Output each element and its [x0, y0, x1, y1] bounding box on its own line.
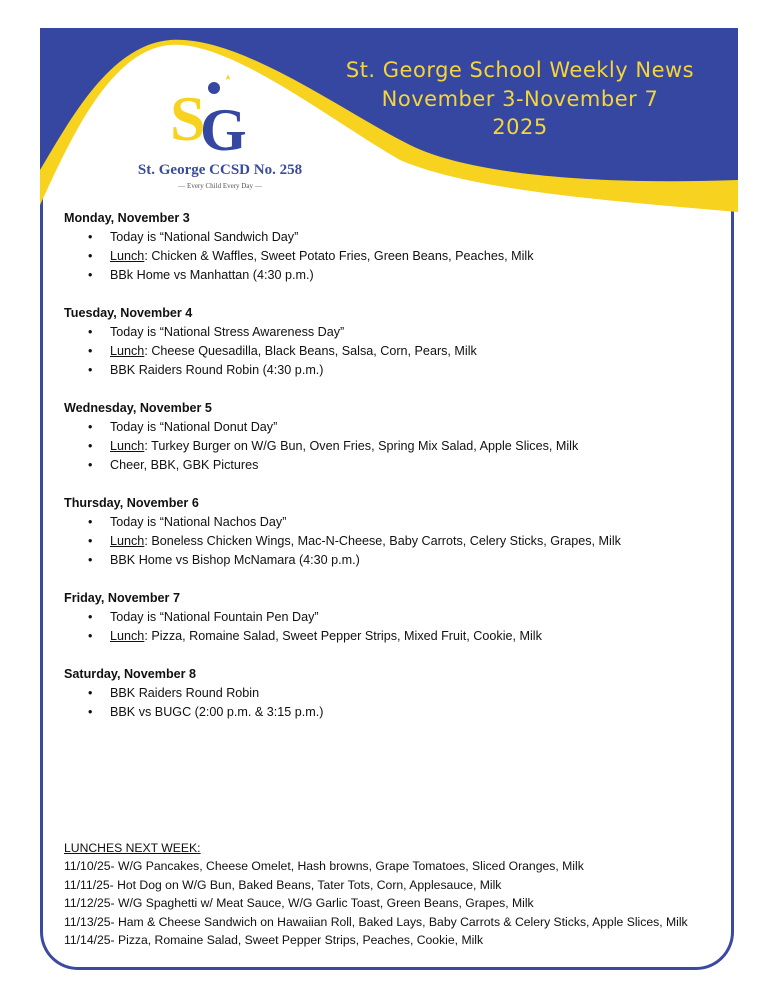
lunches-heading: LUNCHES NEXT WEEK: — [64, 841, 201, 855]
item-text: Today is “National Nachos Day” — [110, 515, 287, 529]
day-heading: Friday, November 7 — [64, 591, 180, 605]
bullet-icon: • — [88, 686, 93, 700]
title-line: November 3-November 7 — [381, 86, 659, 111]
item-text: : Boneless Chicken Wings, Mac-N-Cheese, Baby Carrots, Celery Sticks, Grapes, Milk — [144, 534, 621, 548]
item-text: Cheer, BBK, GBK Pictures — [110, 458, 259, 472]
bullet-icon: • — [88, 458, 93, 472]
day-section — [64, 494, 724, 570]
bullet-icon: • — [88, 705, 93, 719]
item-text: Today is “National Donut Day” — [110, 420, 278, 434]
list-item — [64, 532, 724, 551]
bullet-icon: • — [88, 363, 93, 377]
list-item — [64, 418, 724, 437]
title-line: St. George School Weekly News — [345, 58, 695, 82]
list-item — [64, 228, 724, 247]
list-item — [64, 703, 724, 722]
bullet-icon: • — [88, 553, 93, 567]
list-item — [64, 323, 724, 342]
bullet-icon: • — [88, 268, 93, 282]
list-item — [64, 437, 724, 456]
lunch-label: Lunch — [110, 439, 145, 453]
list-item — [64, 513, 724, 532]
item-text: BBk Home vs Manhattan (4:30 p.m.) — [110, 268, 314, 282]
item-text: Today is “National Stress Awareness Day” — [110, 325, 345, 339]
title-line: 2025 — [492, 115, 548, 139]
day-section — [64, 304, 724, 380]
bullet-icon: • — [88, 249, 93, 263]
list-item — [64, 684, 724, 703]
logo-monogram — [170, 74, 247, 163]
lunch-line: 11/13/25- Ham & Cheese Sandwich on Hawaiian Roll, Baked Lays, Baby Carrots & Celery Sticks, Apple Slices, Milk — [64, 914, 688, 929]
logo-name: St. George CCSD No. 258 — [137, 162, 303, 178]
lunch-line: 11/12/25- W/G Spaghetti w/ Meat Sauce, W/G Garlic Toast, Green Beans, Grapes, Milk — [64, 896, 534, 911]
list-item — [64, 608, 724, 627]
lunch-line: 11/11/25- Hot Dog on W/G Bun, Baked Beans, Tater Tots, Corn, Applesauce, Milk — [64, 877, 502, 892]
bullet-icon: • — [88, 534, 93, 548]
day-heading: Wednesday, November 5 — [64, 401, 212, 415]
bullet-icon: • — [88, 420, 93, 434]
bullet-icon: • — [88, 629, 93, 643]
lunches-next-week — [64, 839, 688, 949]
daily-schedule — [64, 209, 724, 741]
list-item — [64, 551, 724, 570]
item-text: Today is “National Fountain Pen Day” — [110, 610, 319, 624]
day-heading: Monday, November 3 — [64, 211, 190, 225]
day-section — [64, 665, 724, 722]
list-item — [64, 266, 724, 285]
item-text: : Turkey Burger on W/G Bun, Oven Fries, Spring Mix Salad, Apple Slices, Milk — [144, 439, 579, 453]
list-item — [64, 456, 724, 475]
lunch-label: Lunch — [110, 344, 145, 358]
bullet-icon: • — [88, 325, 93, 339]
lunch-label: Lunch — [110, 249, 145, 263]
list-item — [64, 627, 724, 646]
item-text: : Cheese Quesadilla, Black Beans, Salsa, Corn, Pears, Milk — [144, 344, 477, 358]
item-text: Today is “National Sandwich Day” — [110, 230, 299, 244]
day-heading: Saturday, November 8 — [64, 667, 197, 681]
item-text: BBK vs BUGC (2:00 p.m. & 3:15 p.m.) — [110, 705, 324, 719]
item-text: BBK Raiders Round Robin (4:30 p.m.) — [110, 363, 324, 377]
item-text: BBK Home vs Bishop McNamara (4:30 p.m.) — [110, 553, 360, 567]
day-section — [64, 399, 724, 475]
item-text: BBK Raiders Round Robin — [110, 686, 260, 700]
day-heading: Tuesday, November 4 — [64, 306, 193, 320]
svg-text:G: G — [200, 97, 247, 163]
day-heading: Thursday, November 6 — [64, 496, 199, 510]
list-item — [64, 342, 724, 361]
lunch-line: 11/14/25- Pizza, Romaine Salad, Sweet Pepper Strips, Peaches, Cookie, Milk — [64, 933, 484, 948]
lunch-label: Lunch — [110, 534, 145, 548]
item-text: : Pizza, Romaine Salad, Sweet Pepper Strips, Mixed Fruit, Cookie, Milk — [144, 629, 542, 643]
star-icon — [226, 74, 231, 80]
bullet-icon: • — [88, 515, 93, 529]
svg-text:S: S — [170, 83, 206, 154]
item-text: : Chicken & Waffles, Sweet Potato Fries, Green Beans, Peaches, Milk — [144, 249, 534, 263]
bullet-icon: • — [88, 230, 93, 244]
list-item — [64, 361, 724, 380]
lunch-line: 11/10/25- W/G Pancakes, Cheese Omelet, Hash browns, Grape Tomatoes, Sliced Oranges, Milk — [64, 859, 584, 874]
lunch-label: Lunch — [110, 629, 145, 643]
bullet-icon: • — [88, 439, 93, 453]
bullet-icon: • — [88, 344, 93, 358]
newsletter-title — [330, 56, 710, 142]
list-item — [64, 247, 724, 266]
bullet-icon: • — [88, 610, 93, 624]
day-section — [64, 209, 724, 285]
day-section — [64, 589, 724, 646]
logo-tagline: — Every Child Every Day — — [178, 182, 262, 190]
